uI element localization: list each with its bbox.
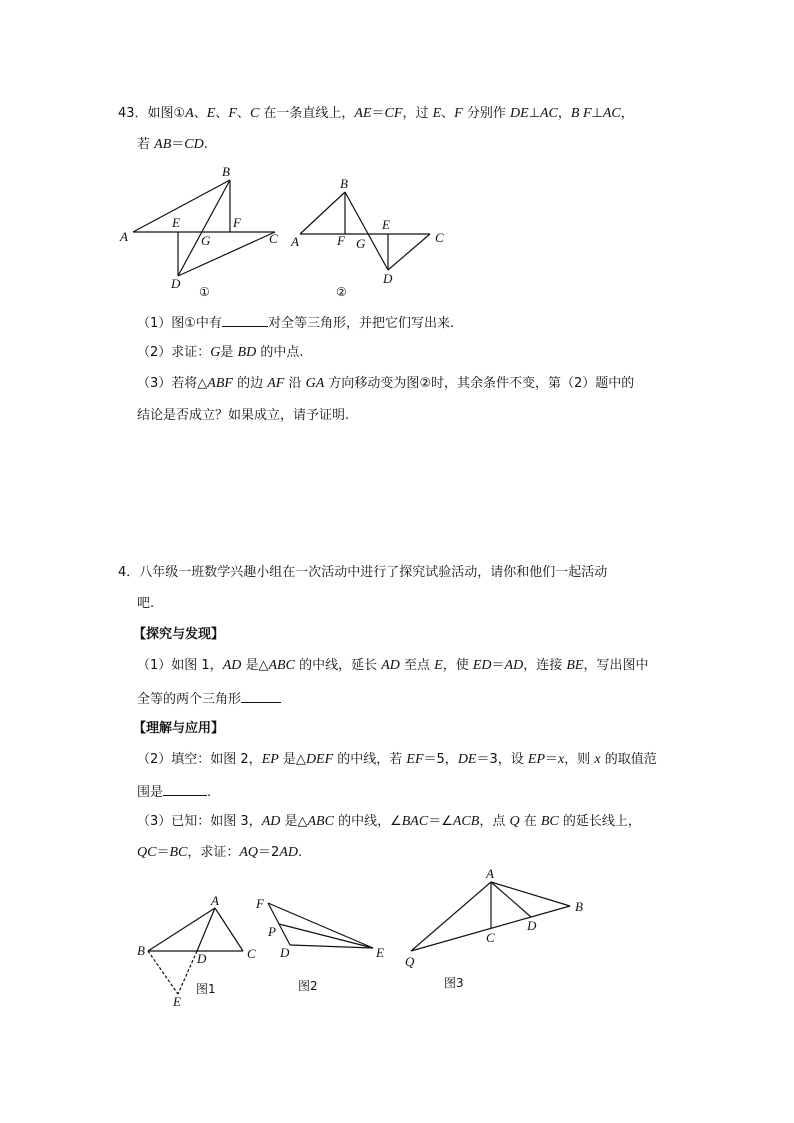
q4-fig3-caption: 图3	[444, 976, 464, 990]
q4-part1b: 全等的两个三角形	[137, 690, 281, 708]
fig2-label-a: A	[291, 234, 299, 249]
fig2-label-f: F	[337, 233, 345, 248]
q43-part3a: （3）若将△ABF 的边 AF 沿 GA 方向移动变为图②时，其余条件不变，第（2）题中的	[137, 376, 635, 391]
q4-fig3-label-q: Q	[405, 954, 415, 969]
line-cd	[178, 232, 275, 276]
fig1-label-g: G	[201, 233, 211, 248]
q4-fig1-label-c: C	[247, 946, 256, 961]
q4-line1: 4．八年级一班数学兴趣小组在一次活动中进行了探究试验活动，请你和他们一起活动	[118, 565, 608, 580]
q4-part1a: （1）如图 1，AD 是△ABC 的中线，延长 AD 至点 E，使 ED＝AD，连接 BE，写出图中	[137, 658, 649, 673]
fig2-label-b: B	[340, 176, 348, 191]
q4-fig2-caption: 图2	[298, 979, 318, 993]
fig2-label-c: C	[435, 230, 444, 245]
fig1-label-c: C	[269, 231, 278, 246]
q43-line2: 若 AB＝CD.	[137, 137, 208, 152]
q4-fig1-label-a: A	[211, 893, 219, 908]
line-de	[290, 945, 373, 948]
q4-fig2-label-d: D	[280, 945, 290, 960]
q4-fig1-label-d: D	[197, 951, 207, 966]
q4-fig1-caption: 图1	[196, 982, 216, 996]
q4-figure-2	[268, 903, 373, 948]
q43-part1: （1）图①中有 对全等三角形，并把它们写出来.	[137, 316, 455, 331]
fig1-label-b: B	[222, 164, 230, 179]
q43-line1: 43．如图①A、E、F、C 在一条直线上，AE＝CF，过 E、F 分别作 DE⊥AC，B F⊥AC，	[118, 106, 634, 121]
line-qa	[411, 882, 491, 951]
line-de	[178, 951, 197, 994]
q4-section-explore: 【探究与发现】	[133, 627, 225, 642]
line-ad	[491, 882, 531, 917]
fig1-caption: ①	[199, 285, 210, 299]
q4-fig1-label-b: B	[137, 943, 145, 958]
line-ab	[491, 882, 570, 906]
q4-fig1-label-e: E	[173, 994, 181, 1009]
fig2-label-e: E	[382, 217, 390, 232]
q4-part3b: QC＝BC，求证：AQ＝2AD.	[137, 845, 303, 860]
fig2-label-d: D	[383, 271, 393, 286]
fig1-label-d: D	[171, 276, 181, 291]
line-ab	[148, 908, 215, 951]
q4-fig3-label-b: B	[575, 899, 583, 914]
q4-part3a: （3）已知：如图 3，AD 是△ABC 的中线，∠BAC＝∠ACB，点 Q 在 BC 的延长线上，	[137, 814, 641, 829]
fig1-label-a: A	[120, 229, 128, 244]
q4-part2a: （2）填空：如图 2，EP 是△DEF 的中线，若 EF＝5，DE＝3，设 EP＝x，则 x 的取值范	[137, 752, 657, 767]
fig2-caption: ②	[336, 285, 347, 299]
fig1-label-f: F	[233, 215, 241, 230]
line-cd	[388, 234, 430, 270]
q4-section-apply: 【理解与应用】	[133, 721, 225, 736]
line-be	[148, 951, 178, 994]
q4-fig2-label-p: P	[268, 924, 276, 939]
q4-part2b: 围是 .	[137, 785, 212, 800]
fig2-label-g: G	[356, 236, 366, 251]
q4-fig3-label-d: D	[527, 918, 537, 933]
line-ab	[300, 192, 345, 234]
q4-line2: 吧.	[137, 596, 155, 611]
q43-part2: （2）求证：G是 BD 的中点.	[137, 345, 304, 360]
q4-fig2-label-f: F	[256, 896, 264, 911]
q4-fig3-label-a: A	[486, 866, 494, 881]
q43-part3b: 结论是否成立？如果成立，请予证明.	[137, 408, 350, 423]
q43-figure-1	[133, 180, 275, 276]
line-ac	[215, 908, 243, 951]
fig1-label-e: E	[172, 215, 180, 230]
q4-fig3-label-c: C	[486, 930, 495, 945]
q4-fig2-label-e: E	[376, 945, 384, 960]
q43-figure-2	[300, 192, 430, 270]
